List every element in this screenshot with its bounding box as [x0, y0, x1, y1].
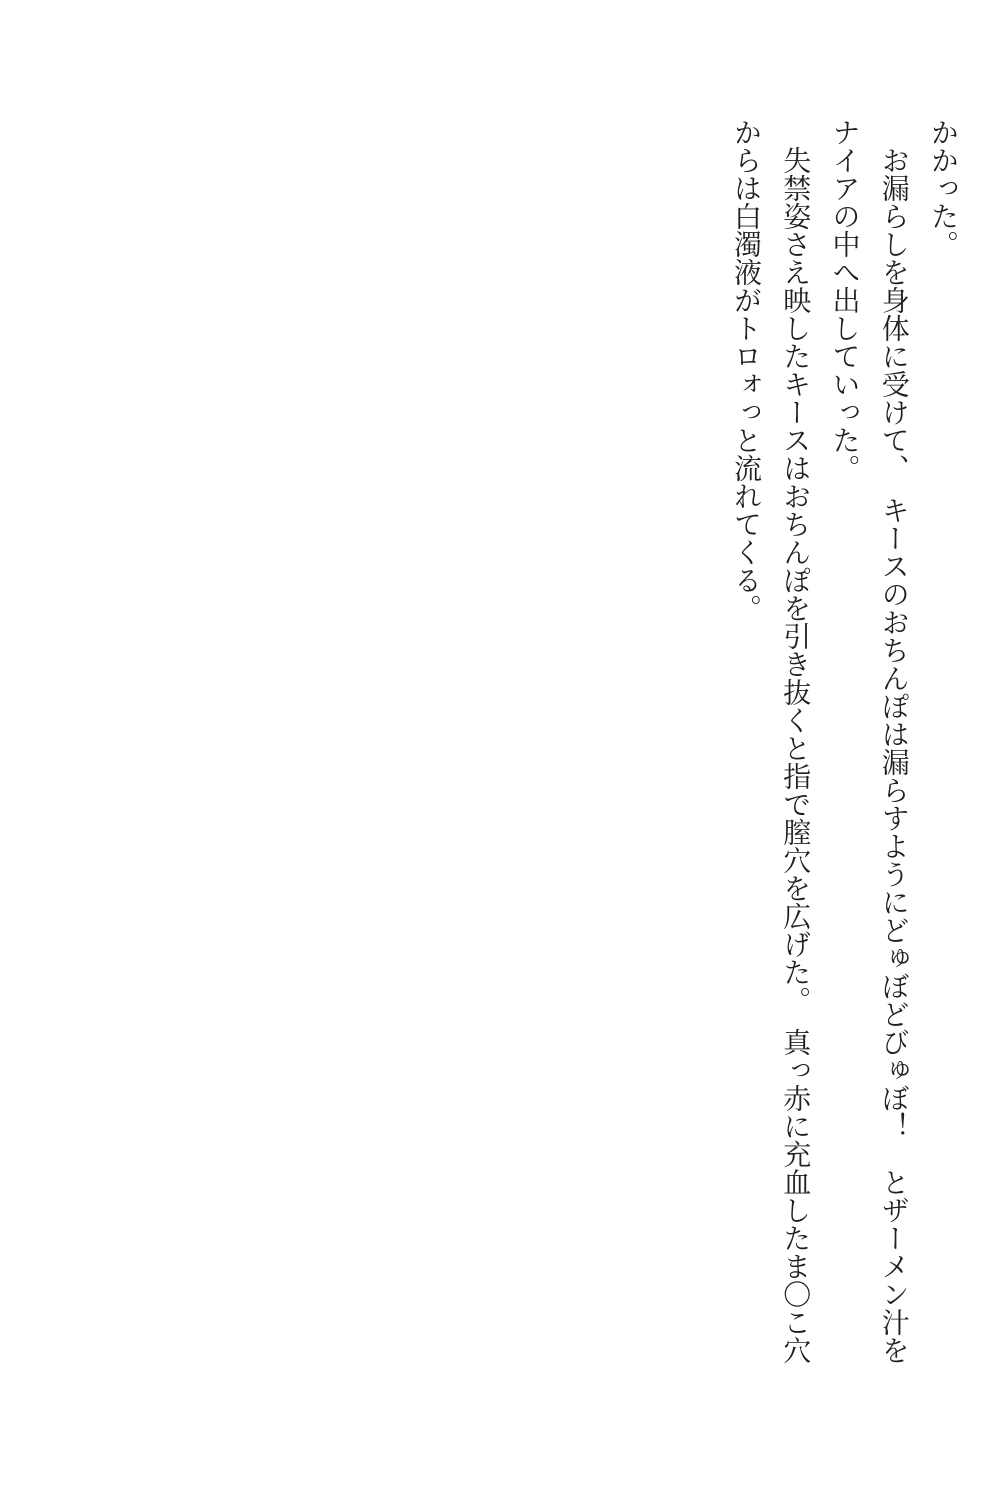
paragraph-2: お漏らしを身体に受けて、 キースのおちんぽは漏らすようにどゅぼどびゅぼ！ とザーメン汁をナイアの中へ出していった。	[828, 118, 911, 1364]
paragraph-1: かかった。	[927, 118, 960, 258]
vertical-text-block	[722, 118, 968, 1380]
paragraph-3: 失禁姿さえ映したキースはおちんぽを引き抜くと指で膣穴を広げた。 真っ赤に充血したま〇こ穴からは白濁液がトロォっと流れてくる。	[729, 118, 813, 1364]
